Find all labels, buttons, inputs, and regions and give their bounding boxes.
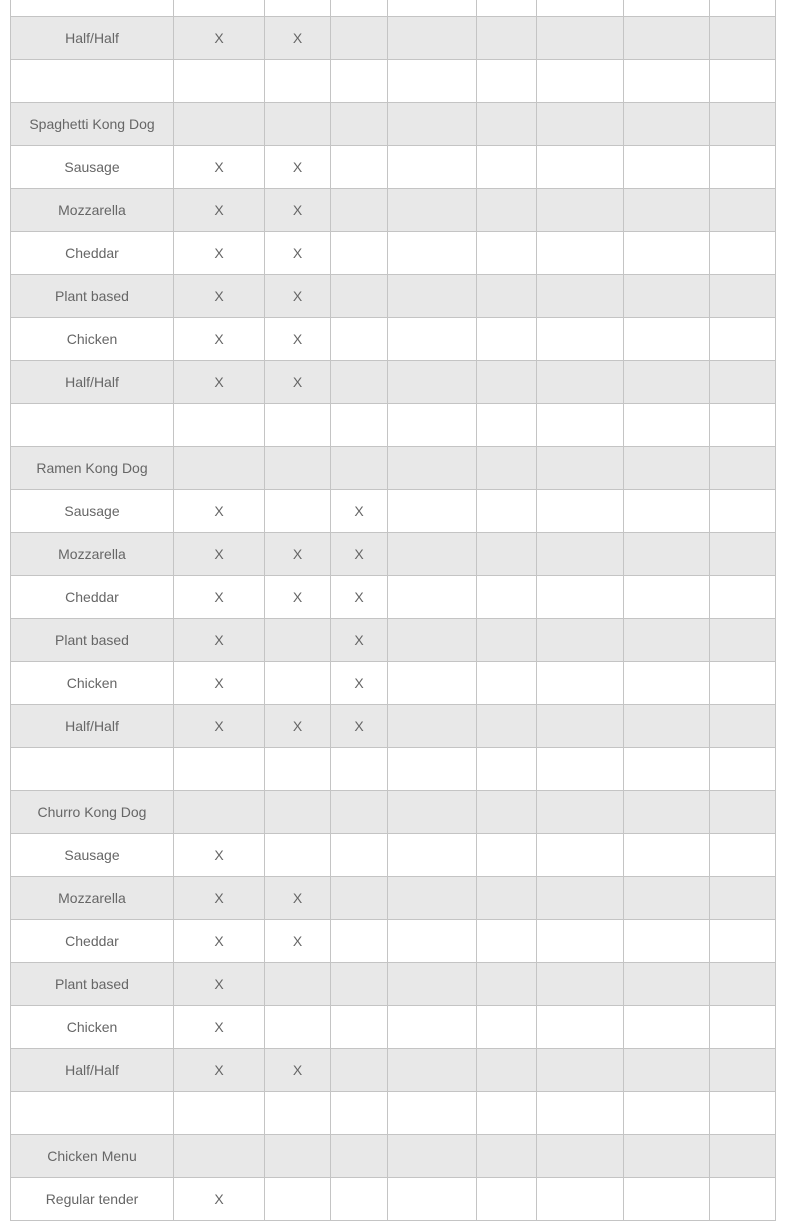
table-cell <box>331 447 388 490</box>
table-cell: X <box>174 533 265 576</box>
table-cell <box>174 791 265 834</box>
table-cell <box>174 447 265 490</box>
table-cell <box>388 60 477 103</box>
table-cell <box>174 748 265 791</box>
table-cell <box>174 1135 265 1178</box>
table-cell <box>537 920 624 963</box>
table-row <box>11 17 776 60</box>
table-cell <box>710 447 776 490</box>
table-cell: X <box>174 619 265 662</box>
table-cell <box>710 576 776 619</box>
table-cell: X <box>265 1049 331 1092</box>
table-cell <box>537 619 624 662</box>
table-cell <box>388 146 477 189</box>
table-cell <box>388 877 477 920</box>
menu-ingredient-table <box>10 0 776 1221</box>
table-cell: X <box>174 146 265 189</box>
table-cell <box>388 963 477 1006</box>
table-cell <box>388 619 477 662</box>
row-label: Half/Half <box>11 17 174 60</box>
table-cell <box>624 1049 710 1092</box>
table-cell <box>388 1092 477 1135</box>
table-cell <box>537 1135 624 1178</box>
table-cell <box>388 404 477 447</box>
table-row <box>11 619 776 662</box>
table-cell: X <box>265 232 331 275</box>
table-cell <box>331 361 388 404</box>
table-cell <box>331 834 388 877</box>
table-row <box>11 404 776 447</box>
table-cell: X <box>174 705 265 748</box>
table-cell <box>265 60 331 103</box>
table-cell <box>477 17 537 60</box>
table-cell <box>331 318 388 361</box>
table-cell <box>710 877 776 920</box>
table-cell <box>477 146 537 189</box>
table-row <box>11 447 776 490</box>
table-cell <box>537 60 624 103</box>
table-cell <box>388 1006 477 1049</box>
table-cell <box>331 877 388 920</box>
table-cell <box>624 318 710 361</box>
table-cell <box>477 1178 537 1221</box>
table-cell <box>477 404 537 447</box>
table-cell <box>265 490 331 533</box>
table-row <box>11 576 776 619</box>
row-label <box>11 1092 174 1135</box>
table-cell <box>265 1006 331 1049</box>
row-label: Plant based <box>11 619 174 662</box>
table-cell <box>477 705 537 748</box>
table-cell <box>710 490 776 533</box>
table-cell <box>388 103 477 146</box>
table-row <box>11 103 776 146</box>
table-cell <box>710 1135 776 1178</box>
table-cell <box>537 748 624 791</box>
table-row <box>11 963 776 1006</box>
table-cell <box>477 490 537 533</box>
table-cell <box>331 60 388 103</box>
table-cell <box>388 447 477 490</box>
table-cell <box>265 1178 331 1221</box>
table-cell: X <box>174 17 265 60</box>
table-cell <box>388 920 477 963</box>
table-cell <box>537 662 624 705</box>
table-cell <box>331 146 388 189</box>
table-cell <box>477 318 537 361</box>
table-cell <box>477 1092 537 1135</box>
table-cell <box>710 318 776 361</box>
row-label: Mozzarella <box>11 533 174 576</box>
row-label: Chicken Menu <box>11 1135 174 1178</box>
row-label: Chicken <box>11 662 174 705</box>
table-cell: X <box>174 834 265 877</box>
table-cell <box>624 1006 710 1049</box>
row-label: Cheddar <box>11 232 174 275</box>
table-cell <box>477 877 537 920</box>
table-cell <box>477 103 537 146</box>
table-cell <box>624 963 710 1006</box>
table-cell: X <box>174 920 265 963</box>
table-row <box>11 705 776 748</box>
table-cell <box>265 404 331 447</box>
table-cell <box>537 490 624 533</box>
table-cell <box>710 834 776 877</box>
table-cell <box>174 0 265 17</box>
table-cell <box>537 834 624 877</box>
table-cell <box>710 705 776 748</box>
table-cell <box>477 0 537 17</box>
table-cell <box>710 748 776 791</box>
row-label: Sausage <box>11 490 174 533</box>
row-label: Cheddar <box>11 576 174 619</box>
table-cell: X <box>331 576 388 619</box>
table-cell <box>477 189 537 232</box>
table-cell <box>710 275 776 318</box>
table-cell <box>388 834 477 877</box>
table-cell <box>537 877 624 920</box>
table-cell <box>331 404 388 447</box>
table-cell <box>624 533 710 576</box>
table-cell: X <box>174 1006 265 1049</box>
row-label: Half/Half <box>11 1049 174 1092</box>
table-cell <box>477 662 537 705</box>
table-cell: X <box>174 1049 265 1092</box>
table-cell <box>388 0 477 17</box>
row-label: Cheddar <box>11 920 174 963</box>
table-cell <box>537 318 624 361</box>
table-cell: X <box>265 318 331 361</box>
table-row <box>11 275 776 318</box>
table-cell <box>174 60 265 103</box>
table-cell <box>710 404 776 447</box>
table-cell <box>624 705 710 748</box>
table-row <box>11 1092 776 1135</box>
table-cell <box>477 275 537 318</box>
table-cell <box>537 791 624 834</box>
table-cell <box>624 404 710 447</box>
table-cell: X <box>265 146 331 189</box>
table-cell <box>624 1178 710 1221</box>
table-cell: X <box>174 963 265 1006</box>
table-cell <box>477 619 537 662</box>
table-cell <box>265 1092 331 1135</box>
table-cell <box>265 619 331 662</box>
table-cell <box>624 662 710 705</box>
table-cell <box>710 361 776 404</box>
table-cell <box>477 834 537 877</box>
table-cell <box>710 791 776 834</box>
table-cell <box>710 103 776 146</box>
table-row <box>11 490 776 533</box>
table-cell <box>388 232 477 275</box>
table-cell <box>388 318 477 361</box>
table-cell <box>477 533 537 576</box>
table-row <box>11 60 776 103</box>
table-row <box>11 1178 776 1221</box>
table-cell <box>331 963 388 1006</box>
table-cell: X <box>265 533 331 576</box>
table-cell <box>477 576 537 619</box>
table-cell <box>388 361 477 404</box>
table-cell <box>265 447 331 490</box>
table-body <box>11 0 776 1221</box>
table-cell <box>537 1006 624 1049</box>
table-cell <box>624 146 710 189</box>
table-cell: X <box>174 318 265 361</box>
table-cell <box>477 1049 537 1092</box>
table-cell: X <box>174 275 265 318</box>
table-cell <box>331 1092 388 1135</box>
table-cell <box>624 490 710 533</box>
table-cell: X <box>174 490 265 533</box>
table-cell <box>537 705 624 748</box>
table-cell <box>624 189 710 232</box>
table-cell <box>174 1092 265 1135</box>
table-cell <box>477 232 537 275</box>
table-cell <box>331 232 388 275</box>
table-cell: X <box>265 189 331 232</box>
table-cell <box>710 963 776 1006</box>
row-label <box>11 404 174 447</box>
row-label: Regular tender <box>11 1178 174 1221</box>
table-cell <box>331 791 388 834</box>
table-cell <box>624 920 710 963</box>
table-cell <box>624 17 710 60</box>
table-cell <box>388 1135 477 1178</box>
row-label <box>11 0 174 17</box>
table-row <box>11 232 776 275</box>
table-cell: X <box>174 232 265 275</box>
table-cell <box>624 748 710 791</box>
menu-table-container <box>10 0 775 1221</box>
table-cell <box>265 103 331 146</box>
table-cell <box>331 748 388 791</box>
table-cell: X <box>265 705 331 748</box>
table-cell <box>537 533 624 576</box>
table-row <box>11 146 776 189</box>
row-label: Half/Half <box>11 705 174 748</box>
table-cell <box>331 1049 388 1092</box>
table-cell <box>477 1006 537 1049</box>
table-cell <box>265 1135 331 1178</box>
table-cell: X <box>174 189 265 232</box>
table-cell <box>624 447 710 490</box>
table-cell <box>710 1092 776 1135</box>
table-cell: X <box>174 662 265 705</box>
table-cell <box>710 533 776 576</box>
table-cell: X <box>265 920 331 963</box>
table-cell <box>537 963 624 1006</box>
table-row <box>11 920 776 963</box>
table-cell <box>624 275 710 318</box>
table-cell <box>265 963 331 1006</box>
table-cell <box>388 1049 477 1092</box>
table-cell <box>624 791 710 834</box>
row-label: Spaghetti Kong Dog <box>11 103 174 146</box>
table-cell: X <box>174 361 265 404</box>
table-cell <box>537 1092 624 1135</box>
table-cell <box>710 1178 776 1221</box>
table-row <box>11 533 776 576</box>
table-cell <box>265 791 331 834</box>
table-row <box>11 0 776 17</box>
table-cell <box>477 447 537 490</box>
table-row <box>11 877 776 920</box>
table-cell <box>624 619 710 662</box>
table-row <box>11 662 776 705</box>
table-cell <box>710 60 776 103</box>
table-row <box>11 748 776 791</box>
row-label: Plant based <box>11 275 174 318</box>
row-label: Churro Kong Dog <box>11 791 174 834</box>
table-cell <box>331 0 388 17</box>
table-row <box>11 791 776 834</box>
table-cell <box>331 17 388 60</box>
table-cell <box>624 103 710 146</box>
table-cell <box>265 834 331 877</box>
table-cell <box>537 103 624 146</box>
table-cell <box>388 576 477 619</box>
row-label: Mozzarella <box>11 877 174 920</box>
table-cell <box>624 576 710 619</box>
table-cell <box>174 404 265 447</box>
table-cell <box>477 963 537 1006</box>
row-label: Mozzarella <box>11 189 174 232</box>
table-cell <box>710 232 776 275</box>
table-row <box>11 834 776 877</box>
table-cell <box>710 1049 776 1092</box>
table-cell <box>710 17 776 60</box>
table-row <box>11 361 776 404</box>
table-cell <box>537 1049 624 1092</box>
table-cell: X <box>265 361 331 404</box>
table-cell <box>624 834 710 877</box>
table-cell <box>331 1135 388 1178</box>
table-cell <box>174 103 265 146</box>
table-cell: X <box>174 576 265 619</box>
table-cell <box>388 17 477 60</box>
table-cell <box>388 705 477 748</box>
table-cell: X <box>331 533 388 576</box>
table-cell <box>537 275 624 318</box>
table-row <box>11 318 776 361</box>
table-cell: X <box>174 877 265 920</box>
table-cell: X <box>331 490 388 533</box>
table-cell <box>265 748 331 791</box>
table-row <box>11 1006 776 1049</box>
table-cell <box>265 662 331 705</box>
table-cell <box>477 60 537 103</box>
table-cell <box>265 0 331 17</box>
table-cell <box>624 232 710 275</box>
table-cell: X <box>331 662 388 705</box>
table-cell: X <box>265 576 331 619</box>
table-cell <box>710 146 776 189</box>
table-cell <box>477 791 537 834</box>
row-label: Sausage <box>11 834 174 877</box>
table-cell <box>388 275 477 318</box>
table-cell: X <box>265 877 331 920</box>
row-label: Half/Half <box>11 361 174 404</box>
table-cell <box>710 0 776 17</box>
table-cell <box>388 490 477 533</box>
table-cell <box>477 1135 537 1178</box>
table-cell <box>388 189 477 232</box>
table-cell <box>477 920 537 963</box>
table-cell <box>710 189 776 232</box>
table-cell: X <box>331 619 388 662</box>
table-cell <box>710 619 776 662</box>
table-cell <box>537 0 624 17</box>
row-label: Ramen Kong Dog <box>11 447 174 490</box>
table-cell <box>331 920 388 963</box>
table-cell <box>537 361 624 404</box>
table-cell <box>537 1178 624 1221</box>
table-cell <box>710 920 776 963</box>
table-row <box>11 1049 776 1092</box>
table-cell <box>624 60 710 103</box>
row-label: Plant based <box>11 963 174 1006</box>
table-cell <box>624 0 710 17</box>
table-cell <box>388 662 477 705</box>
table-cell <box>331 275 388 318</box>
table-cell <box>537 189 624 232</box>
table-cell: X <box>174 1178 265 1221</box>
table-cell <box>624 877 710 920</box>
table-cell <box>388 1178 477 1221</box>
row-label: Chicken <box>11 318 174 361</box>
table-cell <box>388 533 477 576</box>
row-label <box>11 60 174 103</box>
table-cell <box>388 791 477 834</box>
table-cell <box>710 1006 776 1049</box>
table-cell <box>624 1135 710 1178</box>
table-cell <box>537 232 624 275</box>
row-label: Chicken <box>11 1006 174 1049</box>
table-cell <box>331 1178 388 1221</box>
table-cell <box>537 447 624 490</box>
row-label: Sausage <box>11 146 174 189</box>
table-row <box>11 1135 776 1178</box>
table-row <box>11 189 776 232</box>
table-cell <box>388 748 477 791</box>
table-cell <box>331 103 388 146</box>
table-cell <box>624 1092 710 1135</box>
table-cell <box>331 1006 388 1049</box>
table-cell <box>537 576 624 619</box>
table-cell <box>331 189 388 232</box>
table-cell: X <box>265 17 331 60</box>
row-label <box>11 748 174 791</box>
table-cell: X <box>265 275 331 318</box>
table-cell <box>477 361 537 404</box>
table-cell <box>477 748 537 791</box>
table-cell <box>537 17 624 60</box>
table-cell <box>624 361 710 404</box>
table-cell: X <box>331 705 388 748</box>
table-cell <box>710 662 776 705</box>
table-cell <box>537 404 624 447</box>
table-cell <box>537 146 624 189</box>
